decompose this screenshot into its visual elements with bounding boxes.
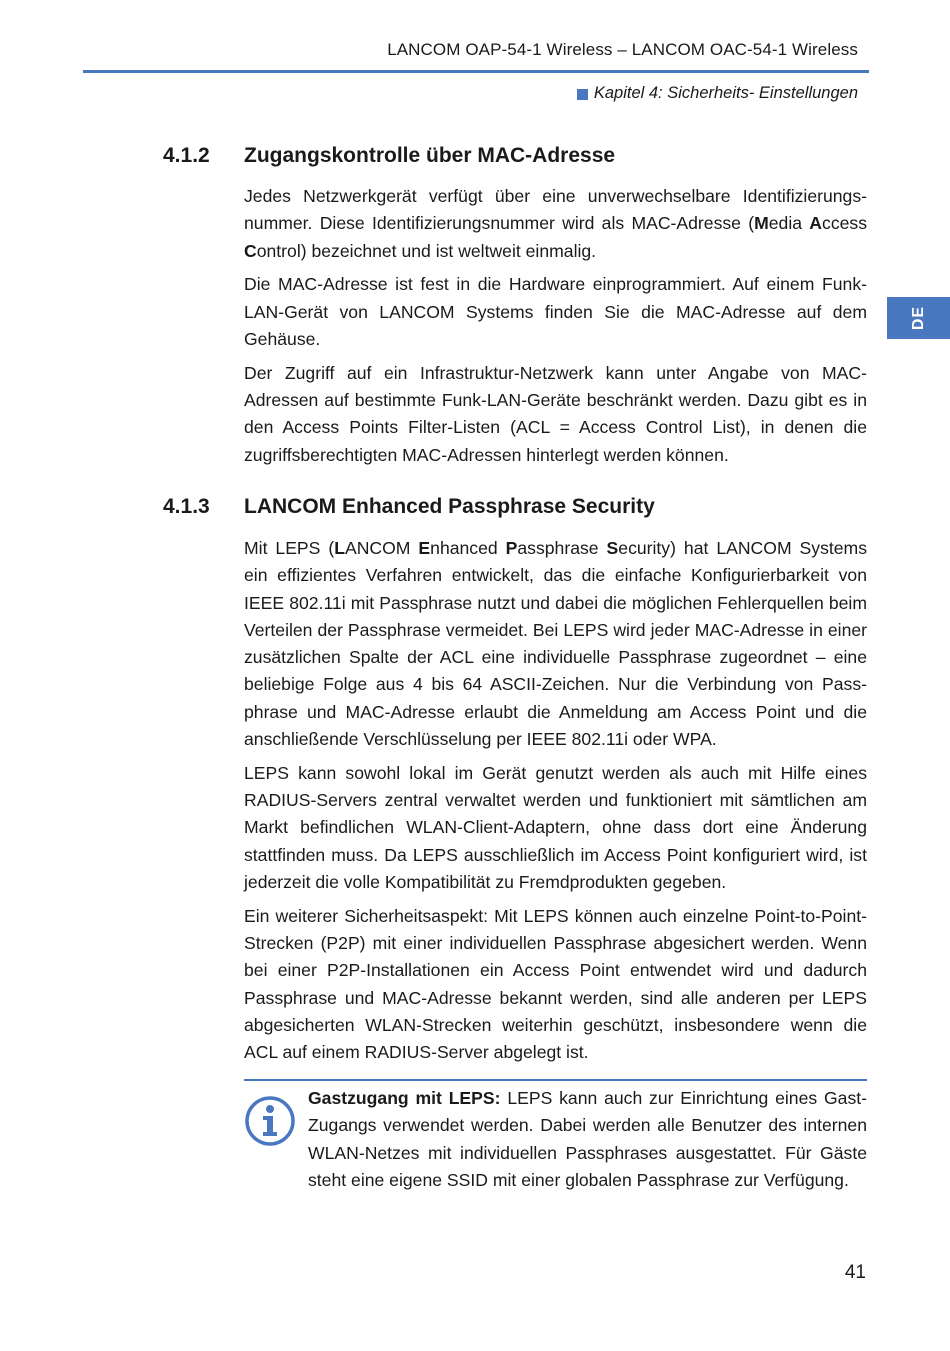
paragraph: Die MAC-Adresse ist fest in die Hardware einprogrammiert. Auf einem Funk-LAN-Gerät von LANCOM Systems finden Sie die MAC-Adresse auf dem Gehäuse. xyxy=(244,274,867,349)
text-run: ANCOM xyxy=(344,538,419,558)
page-number: 41 xyxy=(844,1262,866,1283)
text-run: assphrase xyxy=(517,538,607,558)
bold-letter: P xyxy=(505,538,518,558)
square-bullet-icon xyxy=(577,89,588,100)
paragraph: Ein weiterer Sicherheitsaspekt: Mit LEPS können auch einzelne Point-to-Point-Strecken (P2P) mit einer individuellen Passphrase abgesichert werden. Wenn bei einer P2P-Installationen ein Access Point entwendet wird und dadurch Passphrase und MAC-Adresse bekannt werden, sind alle anderen per LEPS abgesicherten WLAN-Strecken weiterhin geschützt, insbesondere wenn die ACL auf einem RADIUS-Server abgelegt ist. xyxy=(244,905,867,1063)
info-note xyxy=(308,1085,867,1194)
note-text: LEPS kann auch zur Einrichtung eines Gast-Zugangs verwendet werden. Dabei werden alle Benutzer des internen WLAN-Netzes mit individuellen Passphrases ausgestattet. Für Gäste steht eine eigene SSID mit einer globalen Passphrase zur Verfügung. xyxy=(308,1088,867,1190)
section-number: 4.1.2 xyxy=(163,144,210,167)
section-heading-4-1-2 xyxy=(163,144,615,168)
paragraph: LEPS kann sowohl lokal im Gerät genutzt werden als auch mit Hilfe eines RADIUS-Servers zentral verwaltet werden und funktioniert mit sämtlichen am Markt befindlichen WLAN-Client-Adaptern, ohne dass dort eine Änderung stattfinden muss. Da LEPS ausschließlich im Access Point konfiguriert wird, ist jederzeit die volle Kompatibilität zu Fremdprodukten gegeben. xyxy=(244,762,867,893)
section-body-4-1-2 xyxy=(244,183,867,475)
bold-letter: E xyxy=(418,538,431,558)
bold-letter: A xyxy=(809,213,823,234)
bold-letter: S xyxy=(606,538,619,558)
chapter-label xyxy=(577,84,858,103)
section-heading-4-1-3 xyxy=(163,495,655,519)
note-title: Gastzugang mit LEPS: xyxy=(308,1088,501,1108)
info-icon xyxy=(244,1095,296,1147)
text-run: ccess xyxy=(822,213,867,234)
text-run: edia xyxy=(768,213,810,234)
chapter-text: Kapitel 4: Sicherheits- Einstellungen xyxy=(593,84,858,102)
language-tab xyxy=(887,297,950,339)
text-run: Mit LEPS ( xyxy=(244,538,335,558)
section-title: Zugangskontrolle über MAC-Adresse xyxy=(244,144,616,167)
bold-letter: M xyxy=(754,213,769,234)
paragraph xyxy=(244,183,867,265)
header-title: LANCOM OAP-54-1 Wireless – LANCOM OAC-54-1 Wireless xyxy=(387,40,858,59)
paragraph: Der Zugriff auf ein Infrastruktur-Netzwerk kann unter Angabe von MAC-Adressen auf bestimmte Funk-LAN-Geräte beschränkt werden. Dazu gibt es in den Access Points Filter-Listen (ACL = Access Control List), in denen die zugriffsberechtigten MAC-Adressen hinterlegt werden können. xyxy=(244,362,867,465)
note-divider xyxy=(244,1079,867,1081)
header-divider xyxy=(83,70,869,73)
section-number: 4.1.3 xyxy=(163,495,210,518)
section-title: LANCOM Enhanced Passphrase Security xyxy=(244,495,655,518)
section-body-4-1-3 xyxy=(244,535,867,1073)
text-run: nhanced xyxy=(430,538,506,558)
bold-letter: C xyxy=(244,240,257,261)
bold-letter: L xyxy=(334,538,345,558)
language-tab-label: DE xyxy=(909,305,927,331)
text-run: ecurity) hat LANCOM Systems ein effizientes Verfahren entwickelt, das die einfache Konfigurierbarkeit von IEEE 802.11i mit Passphrase nutzt und dabei die möglichen Fehlerquellen beim Verteilen der Passphrase vermeidet. Bei LEPS wird jeder MAC-Adresse in einer zusätzlichen Spalte der ACL eine individuelle Passphrase zugeordnet – eine beliebige Folge aus 4 bis 64 ASCII-Zeichen. Nur die Verbindung von Passphrase und MAC-Adresse erlaubt die Anmeldung am Access Point und die anschließende Verschlüsselung per IEEE 802.11i oder WPA. xyxy=(244,538,868,750)
text-run: Jedes Netzwerkgerät verfügt über eine unverwechselbare Identifizierungsnummer. Diese Identifizierungsnummer wird als MAC-Adresse ( xyxy=(244,186,867,234)
text-run: ontrol) bezeichnet und ist weltweit einmalig. xyxy=(256,240,597,261)
paragraph xyxy=(244,535,867,753)
